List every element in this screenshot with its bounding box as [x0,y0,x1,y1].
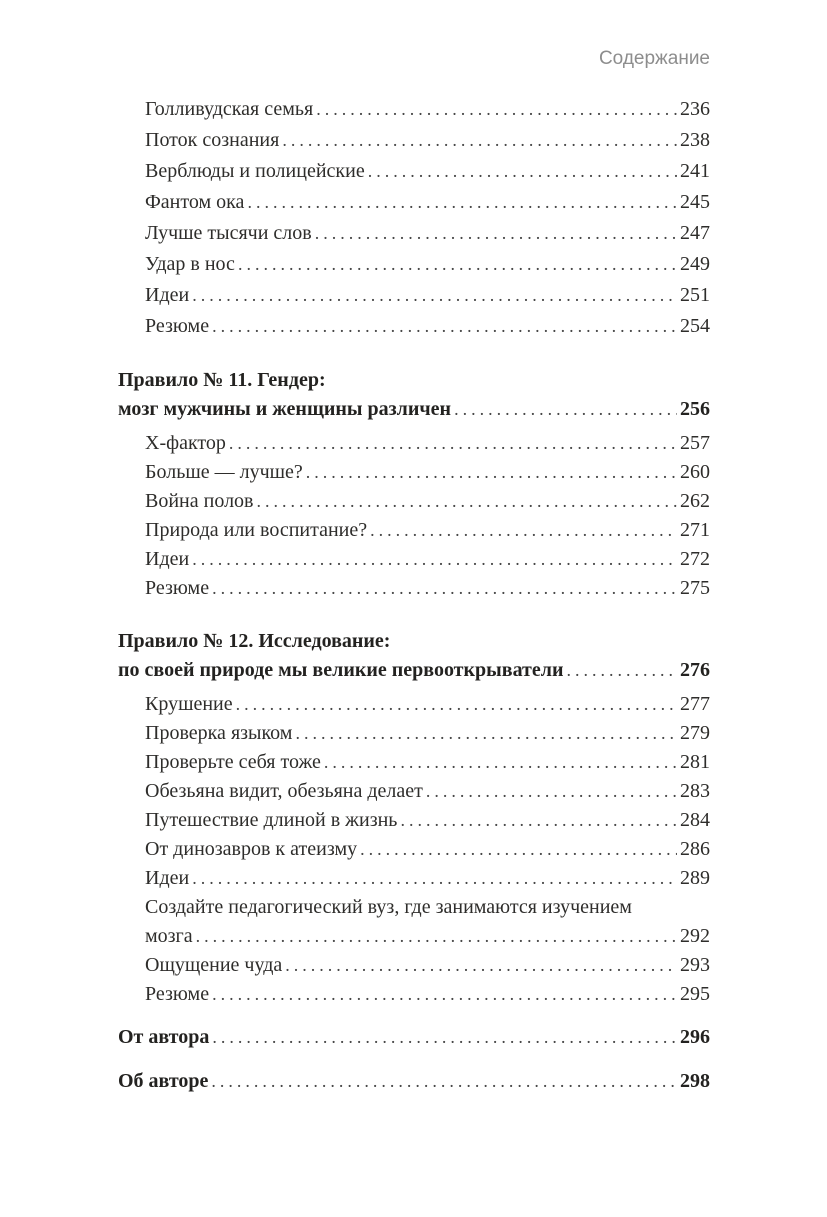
toc-entry-title: Лучше тысячи слов [145,222,312,244]
toc-entry[interactable] [118,187,710,218]
dot-leader [212,980,677,1009]
dot-leader [236,690,677,719]
toc-entry-title: Идеи [145,284,190,306]
toc-entry[interactable] [118,94,710,125]
toc-entry[interactable] [118,893,710,951]
toc-entry[interactable] [118,156,710,187]
toc-entry-title: От автора [118,1026,210,1048]
toc-item-group [118,94,710,342]
toc-entry[interactable] [118,487,710,516]
toc-entry-page: 293 [680,954,710,976]
toc-entry[interactable] [118,835,710,864]
dot-leader [282,125,677,156]
dot-leader [238,249,677,280]
toc-entry-title: Фантом ока [145,191,245,213]
toc-entry-page: 238 [680,129,710,151]
toc-entry-page: 249 [680,253,710,275]
page-content [118,48,710,1097]
toc-entry-title: Правило № 12. Исследование: [118,630,391,652]
toc-entry-page: 271 [680,519,710,541]
dot-leader [211,1066,677,1097]
dot-leader [192,864,677,893]
toc-entry-title: Война полов [145,490,254,512]
toc-entry[interactable] [118,951,710,980]
toc-entry[interactable] [118,458,710,487]
dot-leader [212,1022,677,1053]
dot-leader [212,311,677,342]
dot-leader [315,218,677,249]
toc-entry[interactable] [118,1066,710,1097]
toc-entry-title: Резюме [145,577,210,599]
dot-leader [400,806,677,835]
toc-entry[interactable] [118,864,710,893]
toc-entry-page: 256 [680,398,710,420]
toc-entry[interactable] [118,777,710,806]
toc-entry-title: Поток сознания [145,129,280,151]
table-of-contents [118,94,710,1097]
toc-entry-page: 292 [680,925,710,947]
toc-entry-title: Идеи [145,867,190,889]
toc-entry[interactable] [118,218,710,249]
toc-entry-title: Проверьте себя тоже [145,751,321,773]
toc-entry-page: 262 [680,490,710,512]
toc-entry-title: Голливудская семья [145,98,314,120]
toc-entry-title: Крушение [145,693,233,715]
toc-chapter-items [118,690,710,1009]
dot-leader [196,922,677,951]
dot-leader [368,156,677,187]
toc-entry-title: Удар в нос [145,253,235,275]
toc-entry-title: Верблюды и полицейские [145,160,365,182]
toc-entry-title: мозг мужчины и женщины различен [118,398,452,420]
toc-chapter [118,627,710,1009]
toc-entry[interactable] [118,125,710,156]
toc-entry[interactable] [118,311,710,342]
toc-chapter-items [118,429,710,603]
toc-entry-title: по своей природе мы великие первооткрыватели [118,659,564,681]
toc-chapter-heading[interactable] [118,366,710,424]
toc-chapter [118,366,710,603]
toc-backmatter [118,1022,710,1097]
toc-entry-title: Ощущение чуда [145,954,283,976]
toc-entry-page: 275 [680,577,710,599]
toc-entry-title: Об авторе [118,1070,209,1092]
toc-entry-title: Резюме [145,315,210,337]
dot-leader [567,656,678,685]
toc-entry-title: Больше — лучше? [145,461,303,483]
running-head [118,48,710,70]
toc-entry-page: 241 [680,160,710,182]
toc-entry-title: Проверка языком [145,722,293,744]
dot-leader [285,951,677,980]
toc-entry-page: 296 [680,1026,710,1048]
toc-entry-page: 284 [680,809,710,831]
running-head-title: Содержание [598,48,710,69]
toc-chapter-heading[interactable] [118,627,710,685]
toc-entry-title: От динозавров к атеизму [145,838,358,860]
toc-entry[interactable] [118,980,710,1009]
toc-entry-page: 281 [680,751,710,773]
dot-leader [257,487,678,516]
toc-entry-page: 276 [680,659,710,681]
toc-entry-title: Резюме [145,983,210,1005]
toc-entry-page: 257 [680,432,710,454]
toc-entry[interactable] [118,429,710,458]
toc-entry[interactable] [118,806,710,835]
toc-entry-page: 254 [680,315,710,337]
toc-entry-page: 245 [680,191,710,213]
dot-leader [454,395,677,424]
toc-entry-title: Обезьяна видит, обезьяна делает [145,780,423,802]
toc-entry-page: 298 [680,1070,710,1092]
toc-entry-page: 279 [680,722,710,744]
dot-leader [192,545,677,574]
toc-entry-title: мозга [145,925,193,947]
toc-entry-page: 247 [680,222,710,244]
toc-entry-page: 236 [680,98,710,120]
toc-entry-title: Создайте педагогический вуз, где занимаются изучением [145,896,632,918]
dot-leader [212,574,677,603]
toc-entry[interactable] [118,249,710,280]
dot-leader [247,187,677,218]
toc-entry-title: Идеи [145,548,190,570]
dot-leader [360,835,677,864]
dot-leader [192,280,677,311]
toc-entry[interactable] [118,545,710,574]
dot-leader [295,719,677,748]
dot-leader [370,516,677,545]
toc-entry-page: 283 [680,780,710,802]
toc-entry-title: Путешествие длиной в жизнь [145,809,398,831]
toc-entry-page: 286 [680,838,710,860]
toc-entry-title: Х-фактор [145,432,226,454]
toc-entry-page: 251 [680,284,710,306]
toc-entry[interactable] [118,280,710,311]
toc-entry-page: 289 [680,867,710,889]
dot-leader [306,458,677,487]
dot-leader [229,429,677,458]
dot-leader [316,94,677,125]
toc-entry-page: 295 [680,983,710,1005]
toc-entry-page: 272 [680,548,710,570]
toc-entry-title: Природа или воспитание? [145,519,368,541]
dot-leader [426,777,677,806]
toc-entry[interactable] [118,1022,710,1053]
dot-leader [324,748,677,777]
toc-entry[interactable] [118,516,710,545]
toc-entry-title: Правило № 11. Гендер: [118,369,326,391]
toc-entry-page: 277 [680,693,710,715]
toc-entry[interactable] [118,748,710,777]
toc-entry[interactable] [118,690,710,719]
toc-entry[interactable] [118,719,710,748]
toc-entry[interactable] [118,574,710,603]
toc-entry-page: 260 [680,461,710,483]
